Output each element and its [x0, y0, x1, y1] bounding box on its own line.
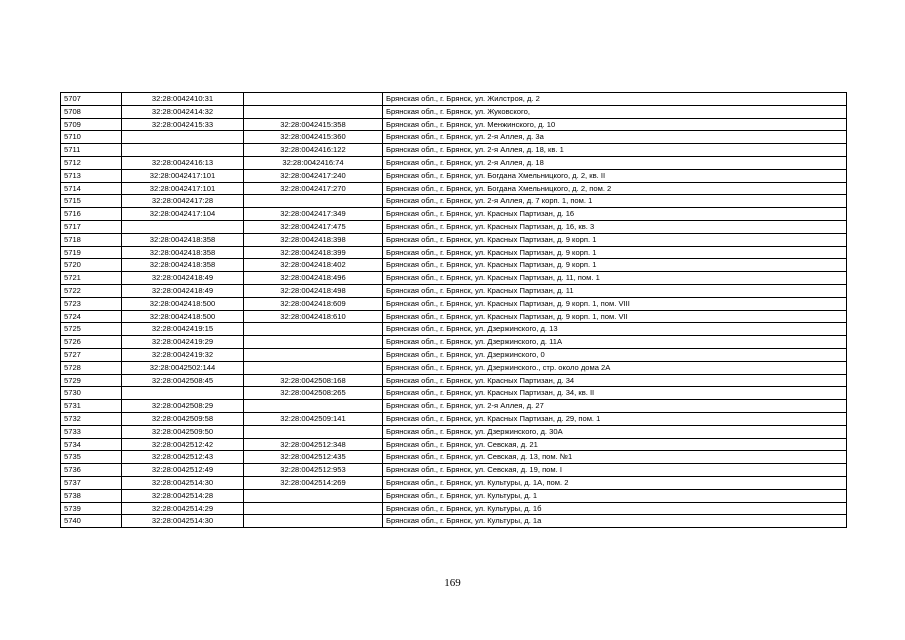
cadastral-number-cell: 32:28:0042418:358 [122, 259, 244, 272]
object-cadastral-number-cell: 32:28:0042418:498 [244, 284, 383, 297]
cadastral-number-cell: 32:28:0042415:33 [122, 118, 244, 131]
table-row [61, 259, 847, 272]
table-row [61, 374, 847, 387]
cadastral-number-cell: 32:28:0042508:29 [122, 400, 244, 413]
row-number-cell: 5719 [61, 246, 122, 259]
table-row [61, 220, 847, 233]
cadastral-number-cell: 32:28:0042419:29 [122, 336, 244, 349]
address-cell: Брянская обл., г. Брянск, ул. Красных Партизан, д. 9 корп. 1, пом. VII [383, 310, 847, 323]
row-number-cell: 5716 [61, 208, 122, 221]
cadastral-number-cell: 32:28:0042419:32 [122, 348, 244, 361]
object-cadastral-number-cell: 32:28:0042418:496 [244, 272, 383, 285]
object-cadastral-number-cell: 32:28:0042418:399 [244, 246, 383, 259]
address-cell: Брянская обл., г. Брянск, ул. Севская, д. 19, пом. I [383, 464, 847, 477]
object-cadastral-number-cell [244, 323, 383, 336]
address-cell: Брянская обл., г. Брянск, ул. Дзержинского, д. 13 [383, 323, 847, 336]
cadastral-number-cell: 32:28:0042508:45 [122, 374, 244, 387]
cadastral-number-cell: 32:28:0042509:50 [122, 425, 244, 438]
address-cell: Брянская обл., г. Брянск, ул. Культуры, д. 1А, пом. 2 [383, 476, 847, 489]
cadastral-number-cell: 32:28:0042509:58 [122, 412, 244, 425]
cadastral-number-cell: 32:28:0042417:104 [122, 208, 244, 221]
cadastral-number-cell: 32:28:0042419:15 [122, 323, 244, 336]
table-row [61, 182, 847, 195]
address-cell: Брянская обл., г. Брянск, ул. Дзержинского., стр. около дома 2А [383, 361, 847, 374]
table-row [61, 515, 847, 528]
row-number-cell: 5726 [61, 336, 122, 349]
address-cell: Брянская обл., г. Брянск, ул. 2-я Аллея, д. 7 корп. 1, пом. 1 [383, 195, 847, 208]
table-row [61, 233, 847, 246]
page-number: 169 [444, 577, 461, 589]
row-number-cell: 5707 [61, 93, 122, 106]
row-number-cell: 5740 [61, 515, 122, 528]
row-number-cell: 5718 [61, 233, 122, 246]
address-cell: Брянская обл., г. Брянск, ул. Культуры, д. 1б [383, 502, 847, 515]
row-number-cell: 5734 [61, 438, 122, 451]
table-row [61, 425, 847, 438]
row-number-cell: 5727 [61, 348, 122, 361]
row-number-cell: 5717 [61, 220, 122, 233]
cadastral-number-cell: 32:28:0042414:32 [122, 105, 244, 118]
row-number-cell: 5732 [61, 412, 122, 425]
object-cadastral-number-cell: 32:28:0042418:398 [244, 233, 383, 246]
object-cadastral-number-cell: 32:28:0042418:609 [244, 297, 383, 310]
address-cell: Брянская обл., г. Брянск, ул. 2-я Аллея, д. 18 [383, 156, 847, 169]
row-number-cell: 5714 [61, 182, 122, 195]
object-cadastral-number-cell: 32:28:0042512:348 [244, 438, 383, 451]
registry-table [60, 92, 847, 528]
cadastral-number-cell: 32:28:0042418:358 [122, 233, 244, 246]
object-cadastral-number-cell [244, 489, 383, 502]
registry-table-body [61, 93, 847, 528]
row-number-cell: 5712 [61, 156, 122, 169]
object-cadastral-number-cell: 32:28:0042415:358 [244, 118, 383, 131]
table-row [61, 105, 847, 118]
row-number-cell: 5730 [61, 387, 122, 400]
address-cell: Брянская обл., г. Брянск, ул. Культуры, д. 1 [383, 489, 847, 502]
table-row [61, 348, 847, 361]
address-cell: Брянская обл., г. Брянск, ул. Менжинского, д. 10 [383, 118, 847, 131]
cadastral-number-cell: 32:28:0042514:30 [122, 515, 244, 528]
cadastral-number-cell: 32:28:0042417:101 [122, 169, 244, 182]
object-cadastral-number-cell [244, 195, 383, 208]
object-cadastral-number-cell: 32:28:0042416:74 [244, 156, 383, 169]
row-number-cell: 5722 [61, 284, 122, 297]
object-cadastral-number-cell: 32:28:0042415:360 [244, 131, 383, 144]
row-number-cell: 5724 [61, 310, 122, 323]
table-row [61, 400, 847, 413]
object-cadastral-number-cell: 32:28:0042417:270 [244, 182, 383, 195]
object-cadastral-number-cell: 32:28:0042512:435 [244, 451, 383, 464]
object-cadastral-number-cell [244, 400, 383, 413]
cadastral-number-cell: 32:28:0042417:28 [122, 195, 244, 208]
object-cadastral-number-cell [244, 93, 383, 106]
address-cell: Брянская обл., г. Брянск, ул. 2-я Аллея, д. 18, кв. 1 [383, 144, 847, 157]
cadastral-number-cell [122, 131, 244, 144]
object-cadastral-number-cell: 32:28:0042514:269 [244, 476, 383, 489]
address-cell: Брянская обл., г. Брянск, ул. Дзержинского, 0 [383, 348, 847, 361]
address-cell: Брянская обл., г. Брянск, ул. Красных Партизан, д. 16, кв. 3 [383, 220, 847, 233]
address-cell: Брянская обл., г. Брянск, ул. 2-я Аллея, д. 3а [383, 131, 847, 144]
table-row [61, 169, 847, 182]
object-cadastral-number-cell [244, 336, 383, 349]
address-cell: Брянская обл., г. Брянск, ул. Красных Партизан, д. 9 корп. 1 [383, 233, 847, 246]
object-cadastral-number-cell [244, 361, 383, 374]
address-cell: Брянская обл., г. Брянск, ул. Богдана Хмельницкого, д. 2, кв. II [383, 169, 847, 182]
address-cell: Брянская обл., г. Брянск, ул. Культуры, д. 1а [383, 515, 847, 528]
cadastral-number-cell [122, 220, 244, 233]
cadastral-number-cell: 32:28:0042418:358 [122, 246, 244, 259]
address-cell: Брянская обл., г. Брянск, ул. Красных Партизан, д. 9 корп. 1 [383, 259, 847, 272]
table-row [61, 297, 847, 310]
address-cell: Брянская обл., г. Брянск, ул. Красных Партизан, д. 34 [383, 374, 847, 387]
row-number-cell: 5736 [61, 464, 122, 477]
row-number-cell: 5737 [61, 476, 122, 489]
cadastral-number-cell: 32:28:0042416:13 [122, 156, 244, 169]
cadastral-number-cell: 32:28:0042512:42 [122, 438, 244, 451]
address-cell: Брянская обл., г. Брянск, ул. Дзержинского, д. 30А [383, 425, 847, 438]
table-row [61, 272, 847, 285]
table-row [61, 387, 847, 400]
address-cell: Брянская обл., г. Брянск, ул. Севская, д. 13, пом. №1 [383, 451, 847, 464]
table-row [61, 284, 847, 297]
address-cell: Брянская обл., г. Брянск, ул. 2-я Аллея, д. 27 [383, 400, 847, 413]
table-row [61, 438, 847, 451]
object-cadastral-number-cell: 32:28:0042508:265 [244, 387, 383, 400]
object-cadastral-number-cell: 32:28:0042417:240 [244, 169, 383, 182]
address-cell: Брянская обл., г. Брянск, ул. Жуковского, [383, 105, 847, 118]
cadastral-number-cell: 32:28:0042514:29 [122, 502, 244, 515]
cadastral-number-cell [122, 144, 244, 157]
object-cadastral-number-cell: 32:28:0042417:475 [244, 220, 383, 233]
row-number-cell: 5715 [61, 195, 122, 208]
object-cadastral-number-cell [244, 425, 383, 438]
cadastral-number-cell: 32:28:0042417:101 [122, 182, 244, 195]
address-cell: Брянская обл., г. Брянск, ул. Севская, д. 21 [383, 438, 847, 451]
table-row [61, 208, 847, 221]
table-row [61, 93, 847, 106]
table-row [61, 502, 847, 515]
table-row [61, 156, 847, 169]
table-row [61, 323, 847, 336]
object-cadastral-number-cell: 32:28:0042512:953 [244, 464, 383, 477]
table-row [61, 195, 847, 208]
table-row [61, 336, 847, 349]
address-cell: Брянская обл., г. Брянск, ул. Красных Партизан, д. 9 корп. 1, пом. VIII [383, 297, 847, 310]
cadastral-number-cell: 32:28:0042514:28 [122, 489, 244, 502]
address-cell: Брянская обл., г. Брянск, ул. Красных Партизан, д. 29, пом. 1 [383, 412, 847, 425]
row-number-cell: 5739 [61, 502, 122, 515]
cadastral-number-cell: 32:28:0042512:49 [122, 464, 244, 477]
object-cadastral-number-cell [244, 348, 383, 361]
row-number-cell: 5733 [61, 425, 122, 438]
row-number-cell: 5729 [61, 374, 122, 387]
object-cadastral-number-cell: 32:28:0042509:141 [244, 412, 383, 425]
address-cell: Брянская обл., г. Брянск, ул. Дзержинского, д. 11А [383, 336, 847, 349]
cadastral-number-cell: 32:28:0042418:500 [122, 297, 244, 310]
table-row [61, 489, 847, 502]
row-number-cell: 5713 [61, 169, 122, 182]
cadastral-number-cell: 32:28:0042410:31 [122, 93, 244, 106]
address-cell: Брянская обл., г. Брянск, ул. Богдана Хмельницкого, д. 2, пом. 2 [383, 182, 847, 195]
row-number-cell: 5709 [61, 118, 122, 131]
row-number-cell: 5731 [61, 400, 122, 413]
address-cell: Брянская обл., г. Брянск, ул. Красных Партизан, д. 16 [383, 208, 847, 221]
table-row [61, 412, 847, 425]
object-cadastral-number-cell: 32:28:0042418:610 [244, 310, 383, 323]
row-number-cell: 5735 [61, 451, 122, 464]
address-cell: Брянская обл., г. Брянск, ул. Красных Партизан, д. 34, кв. II [383, 387, 847, 400]
cadastral-number-cell: 32:28:0042514:30 [122, 476, 244, 489]
row-number-cell: 5725 [61, 323, 122, 336]
row-number-cell: 5728 [61, 361, 122, 374]
row-number-cell: 5711 [61, 144, 122, 157]
address-cell: Брянская обл., г. Брянск, ул. Красных Партизан, д. 11 [383, 284, 847, 297]
table-row [61, 464, 847, 477]
object-cadastral-number-cell: 32:28:0042417:349 [244, 208, 383, 221]
address-cell: Брянская обл., г. Брянск, ул. Красных Партизан, д. 11, пом. 1 [383, 272, 847, 285]
table-row [61, 361, 847, 374]
row-number-cell: 5708 [61, 105, 122, 118]
object-cadastral-number-cell [244, 105, 383, 118]
table-row [61, 118, 847, 131]
cadastral-number-cell: 32:28:0042512:43 [122, 451, 244, 464]
row-number-cell: 5720 [61, 259, 122, 272]
table-row [61, 476, 847, 489]
table-row [61, 144, 847, 157]
address-cell: Брянская обл., г. Брянск, ул. Красных Партизан, д. 9 корп. 1 [383, 246, 847, 259]
row-number-cell: 5710 [61, 131, 122, 144]
object-cadastral-number-cell [244, 502, 383, 515]
table-row [61, 131, 847, 144]
object-cadastral-number-cell [244, 515, 383, 528]
cadastral-number-cell [122, 387, 244, 400]
cadastral-number-cell: 32:28:0042418:500 [122, 310, 244, 323]
object-cadastral-number-cell: 32:28:0042416:122 [244, 144, 383, 157]
row-number-cell: 5723 [61, 297, 122, 310]
row-number-cell: 5721 [61, 272, 122, 285]
address-cell: Брянская обл., г. Брянск, ул. Жилстроя, д. 2 [383, 93, 847, 106]
table-row [61, 310, 847, 323]
table-row [61, 246, 847, 259]
row-number-cell: 5738 [61, 489, 122, 502]
object-cadastral-number-cell: 32:28:0042508:168 [244, 374, 383, 387]
cadastral-number-cell: 32:28:0042502:144 [122, 361, 244, 374]
table-row [61, 451, 847, 464]
object-cadastral-number-cell: 32:28:0042418:402 [244, 259, 383, 272]
cadastral-number-cell: 32:28:0042418:49 [122, 284, 244, 297]
cadastral-number-cell: 32:28:0042418:49 [122, 272, 244, 285]
